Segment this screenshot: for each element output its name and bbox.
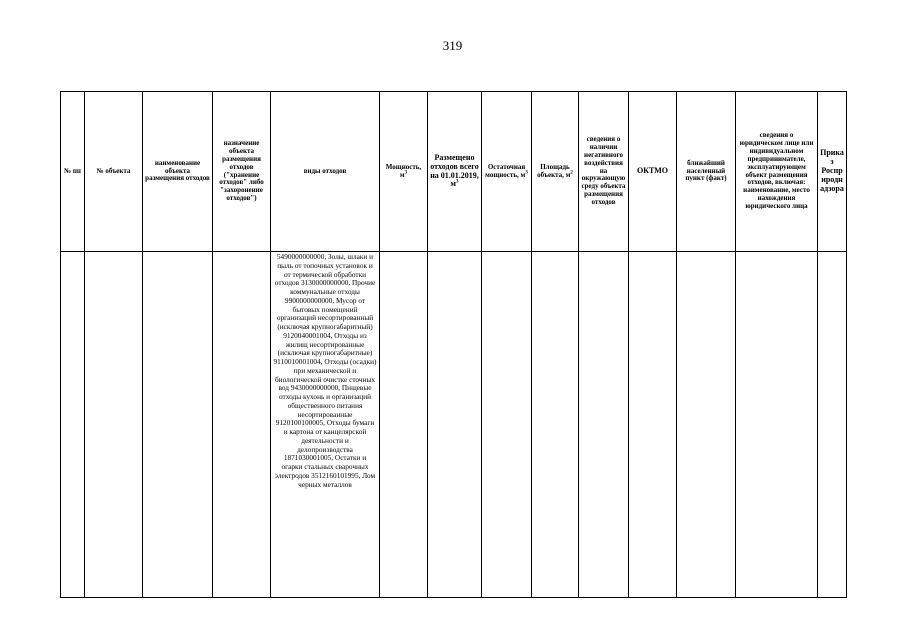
cell-object-num xyxy=(85,252,143,598)
cell-waste-types: 5490000000000, Золы, шлаки и пыль от топочных установок и от термической обработки отходов 3130000000000, Прочие коммунальные отходы 9900000000000, Мусор от бытовых помещений организаций несортированный (исключая крупногабаритный) 9120040001004, Отходы из жилищ несортированные (исключая крупногабаритные) 9110010001004, Отходы (осадки) при механической и биологической очистке сточных вод 9430000000000, Пищевые отходы кухонь и организаций общественного питания несортированные 9120100100005, Отходы бумаги и картона от канцелярской деятельности и делопроизводства 1871030001005, Остатки и огарки стальных сварочных электродов 3512160101995, Лом черных металлов xyxy=(271,252,380,598)
cell-oktmo xyxy=(629,252,677,598)
cell-purpose xyxy=(213,252,271,598)
header-waste-types: виды отходов xyxy=(271,92,380,252)
header-operator: сведения о юридическом лице или индивидуальном предпринимателе, эксплуатирующем объект размещения отходов, включая: наименование, место нахождения юридического лица xyxy=(736,92,818,252)
header-area-unit: 2 xyxy=(570,170,573,176)
waste-register-table xyxy=(60,91,847,598)
header-object-num: № объекта xyxy=(85,92,143,252)
header-oktmo: ОКТМО xyxy=(629,92,677,252)
page-number: 319 xyxy=(442,38,463,53)
header-area-label: Площадь объекта, м xyxy=(537,162,571,179)
header-residual xyxy=(482,92,532,252)
table-row xyxy=(61,252,847,598)
header-area xyxy=(532,92,579,252)
header-placed-unit: 3 xyxy=(455,179,459,185)
header-num: № пп xyxy=(61,92,85,252)
header-order: Приказ Росприроднадзора xyxy=(818,92,847,252)
cell-impact xyxy=(579,252,629,598)
cell-order xyxy=(818,252,847,598)
header-settlement: ближайший населенный пункт (факт) xyxy=(677,92,736,252)
header-capacity-unit: 3 xyxy=(404,170,408,176)
header-row xyxy=(61,92,847,252)
header-placed xyxy=(428,92,482,252)
header-residual-unit: 3 xyxy=(525,170,528,176)
header-capacity-label: Мощность, м xyxy=(385,162,422,179)
header-placed-label: Размещено отходов всего на 01.01.2019, м xyxy=(430,152,479,189)
cell-object-name xyxy=(143,252,213,598)
header-impact: сведения о наличии негативного воздействия на окружающую среду объекта размещения отходов xyxy=(579,92,629,252)
cell-num xyxy=(61,252,85,598)
cell-placed xyxy=(428,252,482,598)
cell-residual xyxy=(482,252,532,598)
header-object-name: наименование объекта размещения отходов xyxy=(143,92,213,252)
cell-capacity xyxy=(380,252,428,598)
cell-settlement xyxy=(677,252,736,598)
cell-area xyxy=(532,252,579,598)
cell-operator xyxy=(736,252,818,598)
header-residual-label: Остаточная мощность, м xyxy=(485,162,526,179)
header-capacity xyxy=(380,92,428,252)
header-purpose: назначение объекта размещения отходов ("хранение отходов" либо "захоронение отходов") xyxy=(213,92,271,252)
